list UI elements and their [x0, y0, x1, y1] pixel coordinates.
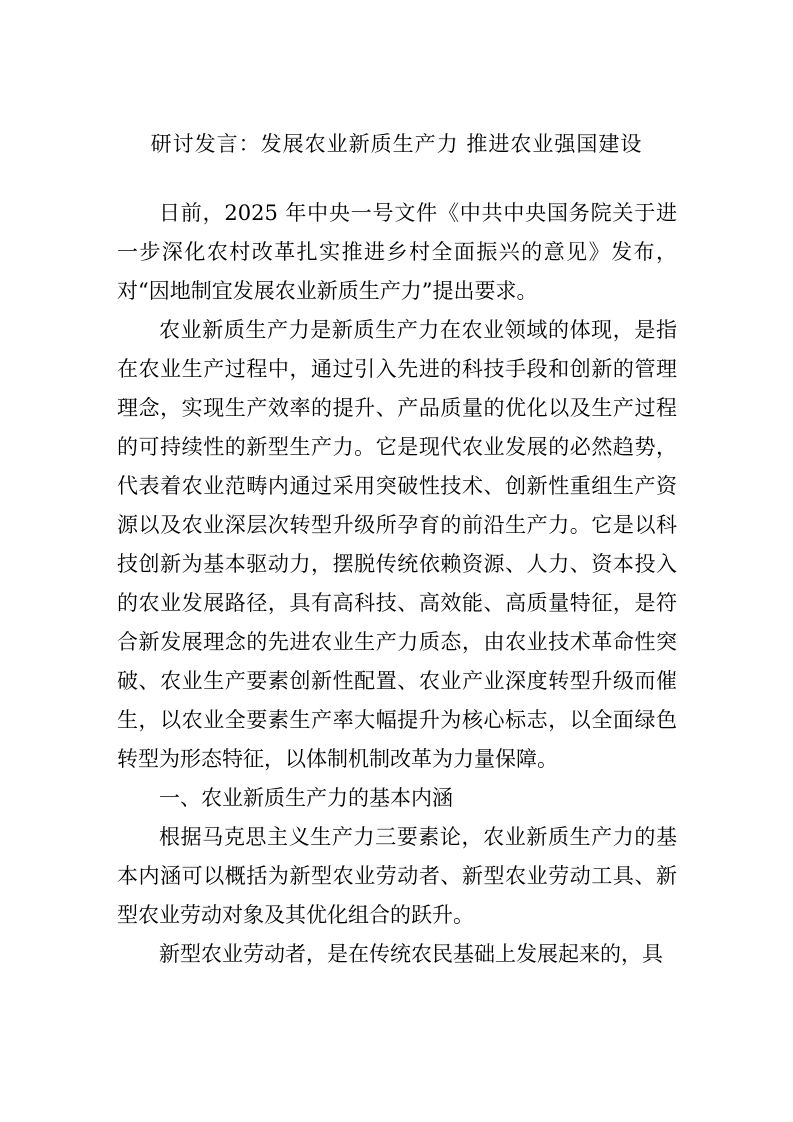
paragraph-definition: 农业新质生产力是新质生产力在农业领域的体现，是指在农业生产过程中，通过引入先进的科技手段和创新的管理理念，实现生产效率的提升、产品质量的优化以及生产过程的可持续性的新型生产力。它是现代农业发展的必然趋势，代表着农业范畴内通过采用突破性技术、创新性重组生产资源以及农业深层次转型升级所孕育的前沿生产力。它是以科技创新为基本驱动力，摆脱传统依赖资源、人力、资本投入的农业发展路径，具有高科技、高效能、高质量特征，是符合新发展理念的先进农业生产力质态，由农业技术革命性突破、农业生产要素创新性配置、农业产业深度转型升级而催生，以农业全要素生产率大幅提升为核心标志，以全面绿色转型为形态特征，以体制机制改革为力量保障。 — [117, 318, 677, 771]
document-body — [117, 194, 677, 974]
paragraph-basic-connotation: 根据马克思主义生产力三要素论，农业新质生产力的基本内涵可以概括为新型农业劳动者、新型农业劳动工具、新型农业劳动对象及其优化组合的跃升。 — [117, 825, 677, 927]
paragraph-new-laborers: 新型农业劳动者，是在传统农民基础上发展起来的，具 — [159, 942, 663, 966]
paragraph-intro: 日前，2025 年中央一号文件《中共中央国务院关于进一步深化农村改革扎实推进乡村全面振兴的意见》发布，对“因地制宜发展农业新质生产力”提出要求。 — [117, 201, 677, 303]
document-title: 研讨发言：发展农业新质生产力 推进农业强国建设 — [150, 132, 643, 156]
section-heading-1: 一、农业新质生产力的基本内涵 — [159, 786, 453, 810]
